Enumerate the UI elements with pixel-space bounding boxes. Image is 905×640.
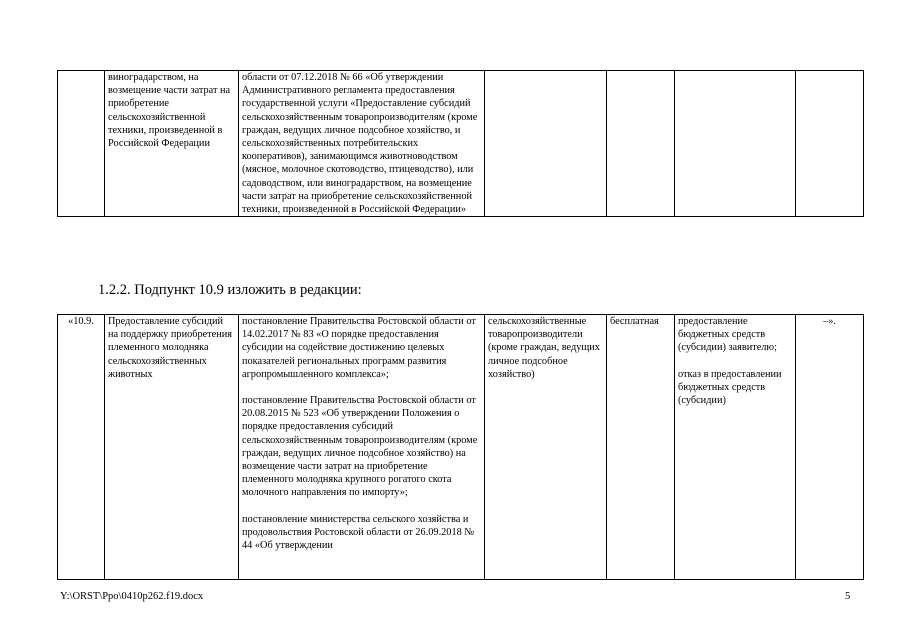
legal-basis-entry: постановление Правительства Ростовской области от 20.08.2015 № 523 «Об утверждении Положения о порядке предоставления субсидий сельскохозяйственным товаропроизводителям (кроме граждан, ведущих личное подсобное хозяйство) на возмещение части затрат на приобретение племенного молодняка крупного рогатого скота молочного направления по импорту»; [242, 395, 478, 499]
legal-basis-cell [239, 315, 485, 580]
page-number: 5 [845, 591, 851, 602]
table-cell [796, 71, 864, 217]
table-cell [607, 71, 675, 217]
closing-cell: –». [796, 315, 864, 580]
table-cell [485, 71, 607, 217]
result-cell: предоставление бюджетных средств (субсидии) заявителю; отказ в предоставлении бюджетных средств (субсидии) [675, 315, 796, 580]
table-cell: виноградарством, на возмещение части затрат на приобретение сельскохозяйственной техники, произведенной в Российской Федерации [105, 71, 239, 217]
legal-basis-entry: постановление Правительства Ростовской области от 14.02.2017 № 83 «О порядке предоставления субсидии на содействие достижению целевых показателей региональных программ развития агропромышленного комплекса»; [242, 316, 476, 380]
continued-services-table [57, 70, 864, 217]
section-heading: 1.2.2. Подпункт 10.9 изложить в редакции: [98, 282, 362, 298]
item-number: «10.9. [58, 315, 105, 580]
footer-file-path: Y:\ORST\Ppo\0410p262.f19.docx [60, 591, 204, 602]
table-cell: области от 07.12.2018 № 66 «Об утверждении Административного регламента предоставления государственной услуги «Предоставление субсидий сельскохозяйственным товаропроизводителям (кроме граждан, ведущих личное подсобное хозяйство, и сельскохозяйственных потребительских кооперативов), занимающимся животноводством (мясное, молочное скотоводство, птицеводство), или садоводством, или виноградарством, на возмещение части затрат на приобретение сельскохозяйственной техники, произведенной в Российской Федерации» [239, 71, 485, 217]
table-row [58, 71, 864, 217]
service-name: Предоставление субсидий на поддержку приобретения племенного молодняка сельскохозяйственных животных [105, 315, 239, 580]
legal-basis-entry: постановление министерства сельского хозяйства и продовольствия Ростовской области от 26.09.2018 № 44 «Об утверждении [242, 513, 475, 552]
table-row [58, 315, 864, 580]
services-table [57, 314, 864, 580]
table-cell [58, 71, 105, 217]
table-cell [675, 71, 796, 217]
cost-cell: бесплатная [607, 315, 675, 580]
recipients-cell: сельскохозяйственные товаропроизводители (кроме граждан, ведущих личное подсобное хозяйство) [485, 315, 607, 580]
